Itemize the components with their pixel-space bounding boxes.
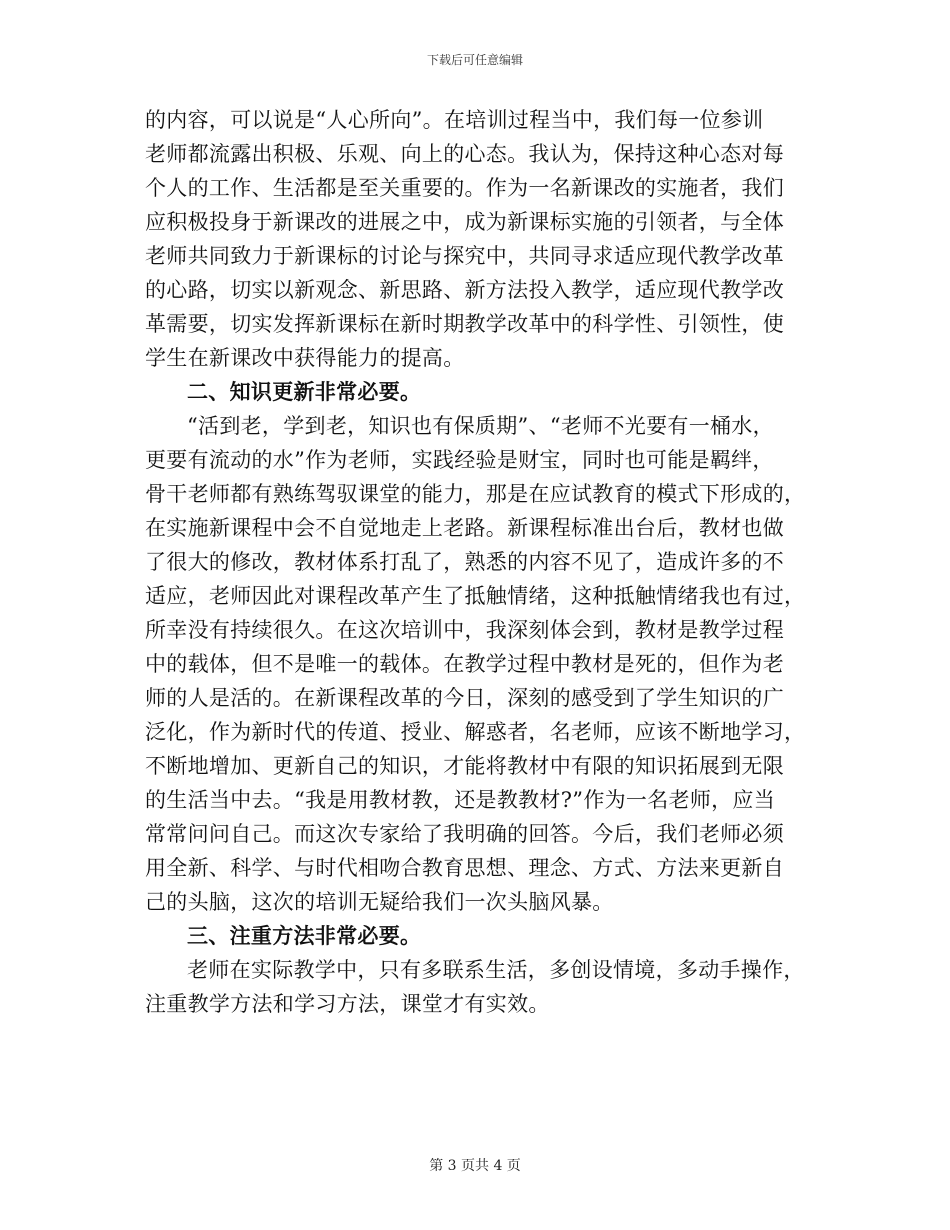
text-line: 学生在新课改中获得能力的提高。 — [145, 346, 465, 370]
text-line: 个人的工作、生活都是至关重要的。作为一名新课改的实施者，我们 — [145, 176, 784, 200]
text-line: 的内容，可以说是“人心所向”。在培训过程当中，我们每一位参训 — [145, 108, 764, 132]
text-line: 应积极投身于新课改的进展之中，成为新课标实施的引领者，与全体 — [145, 210, 784, 234]
text-line: 所幸没有持续很久。在这次培训中，我深刻体会到，教材是教学过程 — [145, 618, 784, 642]
text-line: 用全新、科学、与时代相吻合教育思想、理念、方式、方法来更新自 — [145, 856, 784, 880]
text-line: 革需要，切实发挥新课标在新时期教学改革中的科学性、引领性，使 — [145, 312, 784, 336]
text-line: 的心路，切实以新观念、新思路、新方法投入教学，适应现代教学改 — [145, 278, 784, 302]
text-line: 骨干老师都有熟练驾驭课堂的能力，那是在应试教育的模式下形成的， — [145, 482, 806, 506]
text-line: 适应，老师因此对课程改革产生了抵触情绪，这种抵触情绪我也有过， — [145, 584, 806, 608]
text-line: 常常问问自己。而这次专家给了我明确的回答。今后，我们老师必须 — [145, 822, 784, 846]
text-line: 师的人是活的。在新课程改革的今日，深刻的感受到了学生知识的广 — [145, 686, 784, 710]
paragraph-2 — [145, 409, 815, 919]
text-line: 不断地增加、更新自己的知识，才能将教材中有限的知识拓展到无限 — [145, 754, 784, 778]
text-line: 更要有流动的水”作为老师，实践经验是财宝，同时也可能是羁绊， — [145, 448, 774, 472]
text-line: “活到老，学到老，知识也有保质期”、“老师不光要有一桶水， — [187, 414, 774, 438]
paragraph-3 — [145, 953, 815, 1021]
text-line: 中的载体，但不是唯一的载体。在教学过程中教材是死的，但作为老 — [145, 652, 784, 676]
text-line: 注重教学方法和学习方法，课堂才有实效。 — [145, 992, 550, 1016]
section-heading-3: 三、注重方法非常必要。 — [187, 923, 422, 948]
text-line: 了很大的修改，教材体系打乱了，熟悉的内容不见了，造成许多的不 — [145, 550, 784, 574]
section-heading-2: 二、知识更新非常必要。 — [187, 379, 422, 404]
page-number: 第 3 页共 4 页 — [429, 1158, 521, 1174]
text-line: 老师都流露出积极、乐观、向上的心态。我认为，保持这种心态对每 — [145, 142, 784, 166]
text-line: 己的头脑，这次的培训无疑给我们一次头脑风暴。 — [145, 890, 614, 914]
text-line: 在实施新课程中会不自觉地走上老路。新课程标准出台后，教材也做 — [145, 516, 784, 540]
text-line: 的生活当中去。“我是用教材教，还是教教材?”作为一名老师，应当 — [145, 788, 776, 812]
document-body — [145, 103, 815, 1021]
paragraph-1 — [145, 103, 815, 375]
text-line: 老师共同致力于新课标的讨论与探究中，共同寻求适应现代教学改革 — [145, 244, 784, 268]
text-line: 泛化，作为新时代的传道、授业、解惑者，名老师，应该不断地学习， — [145, 720, 806, 744]
page-header: 下载后可任意编辑 — [426, 53, 523, 67]
text-line: 老师在实际教学中，只有多联系生活，多创设情境，多动手操作， — [187, 958, 805, 982]
